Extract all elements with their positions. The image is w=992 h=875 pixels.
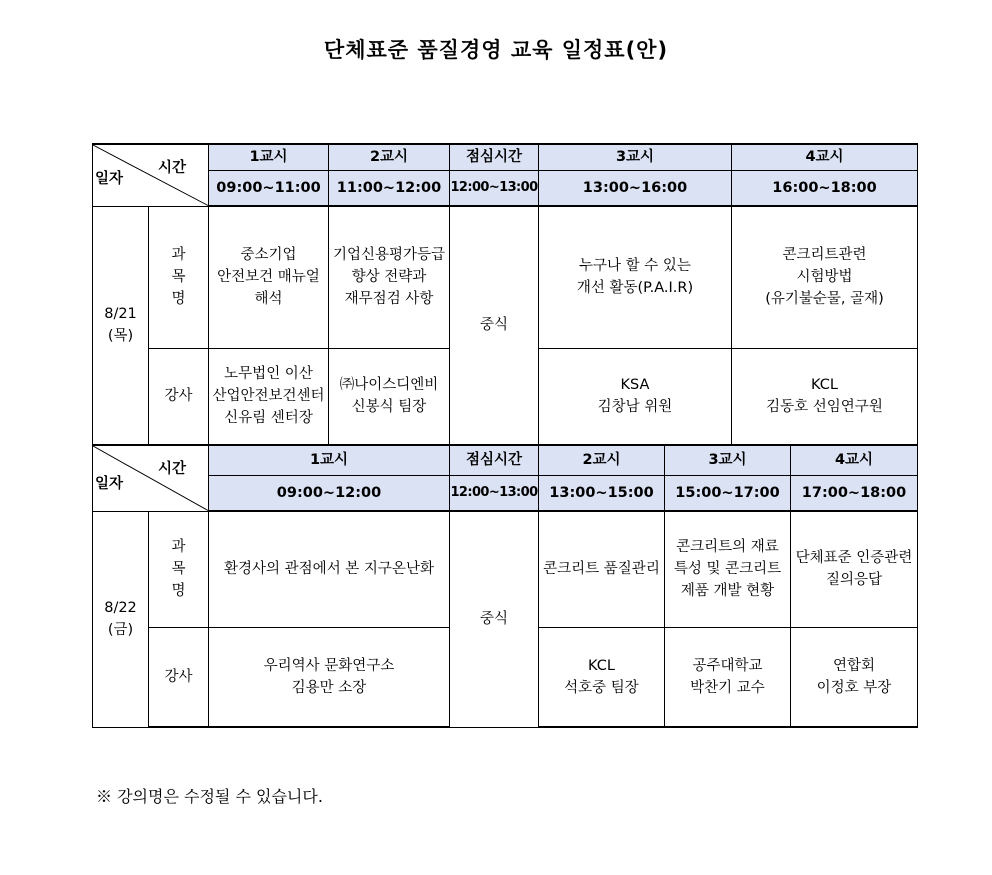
subject-cell: 콘크리트관련 시험방법 (유기불순물, 골재) [732,206,918,348]
period-time: 13:00~15:00 [539,475,665,511]
header-time-label: 시간 [157,461,186,477]
header-corner [93,445,209,511]
header-date-label: 일자 [95,475,124,492]
instructor-label: 강사 [149,348,209,444]
period-name: 3교시 [539,144,732,170]
period-name: 1교시 [209,445,450,475]
period-name: 2교시 [329,144,450,170]
date: 8/22 [104,600,137,616]
instructor-cell: 공주대학교 박찬기 교수 [665,627,791,727]
period-time: 17:00~18:00 [791,475,918,511]
subject-label: 과 목 명 [149,511,209,627]
subject-cell: 단체표준 인증관련 질의응답 [791,511,918,627]
subject-cell: 콘크리트 품질관리 [539,511,665,627]
instructor-label: 강사 [149,627,209,727]
subject-cell: 환경사의 관점에서 본 지구온난화 [209,511,450,627]
schedule-table-day1 [92,143,918,445]
instructor-cell: ㈜나이스디엔비 신봉식 팀장 [329,348,450,444]
period-name: 4교시 [791,445,918,475]
instructor-cell: 연합회 이정호 부장 [791,627,918,727]
subject-cell: 기업신용평가등급 향상 전략과 재무점검 사항 [329,206,450,348]
schedule-table-day2 [92,444,918,728]
period-name: 2교시 [539,445,665,475]
instructor-cell: KSA 김창남 위원 [539,348,732,444]
page-title: 단체표준 품질경영 교육 일정표(안) [323,38,669,62]
period-time: 15:00~17:00 [665,475,791,511]
date-cell [93,206,149,444]
date: 8/21 [104,306,137,322]
period-name: 1교시 [209,144,329,170]
header-date-label: 일자 [95,170,124,187]
subject-label: 과 목 명 [149,206,209,348]
period-time: 12:00~13:00 [450,170,539,206]
period-name: 점심시간 [450,445,539,475]
footnote: ※ 강의명은 수정될 수 있습니다. [96,787,323,806]
period-time: 11:00~12:00 [329,170,450,206]
subject-cell: 누구나 할 수 있는 개선 활동(P.A.I.R) [539,206,732,348]
instructor-cell: KCL 김동호 선임연구원 [732,348,918,444]
period-time: 09:00~11:00 [209,170,329,206]
period-time: 16:00~18:00 [732,170,918,206]
period-name: 3교시 [665,445,791,475]
lunch-cell: 중식 [450,206,539,444]
weekday: (목) [107,328,134,344]
subject-cell: 콘크리트의 재료 특성 및 콘크리트 제품 개발 현황 [665,511,791,627]
date-cell [93,511,149,727]
header-corner [93,144,209,206]
instructor-cell: 우리역사 문화연구소 김용만 소장 [209,627,450,727]
period-name: 4교시 [732,144,918,170]
period-time: 12:00~13:00 [450,475,539,511]
period-time: 09:00~12:00 [209,475,450,511]
weekday: (금) [107,622,134,638]
instructor-cell: KCL 석호중 팀장 [539,627,665,727]
period-name: 점심시간 [450,144,539,170]
subject-cell: 중소기업 안전보건 매뉴얼 해석 [209,206,329,348]
period-time: 13:00~16:00 [539,170,732,206]
lunch-cell: 중식 [450,511,539,727]
instructor-cell: 노무법인 이산 산업안전보건센터 신유림 센터장 [209,348,329,444]
header-time-label: 시간 [157,160,186,176]
